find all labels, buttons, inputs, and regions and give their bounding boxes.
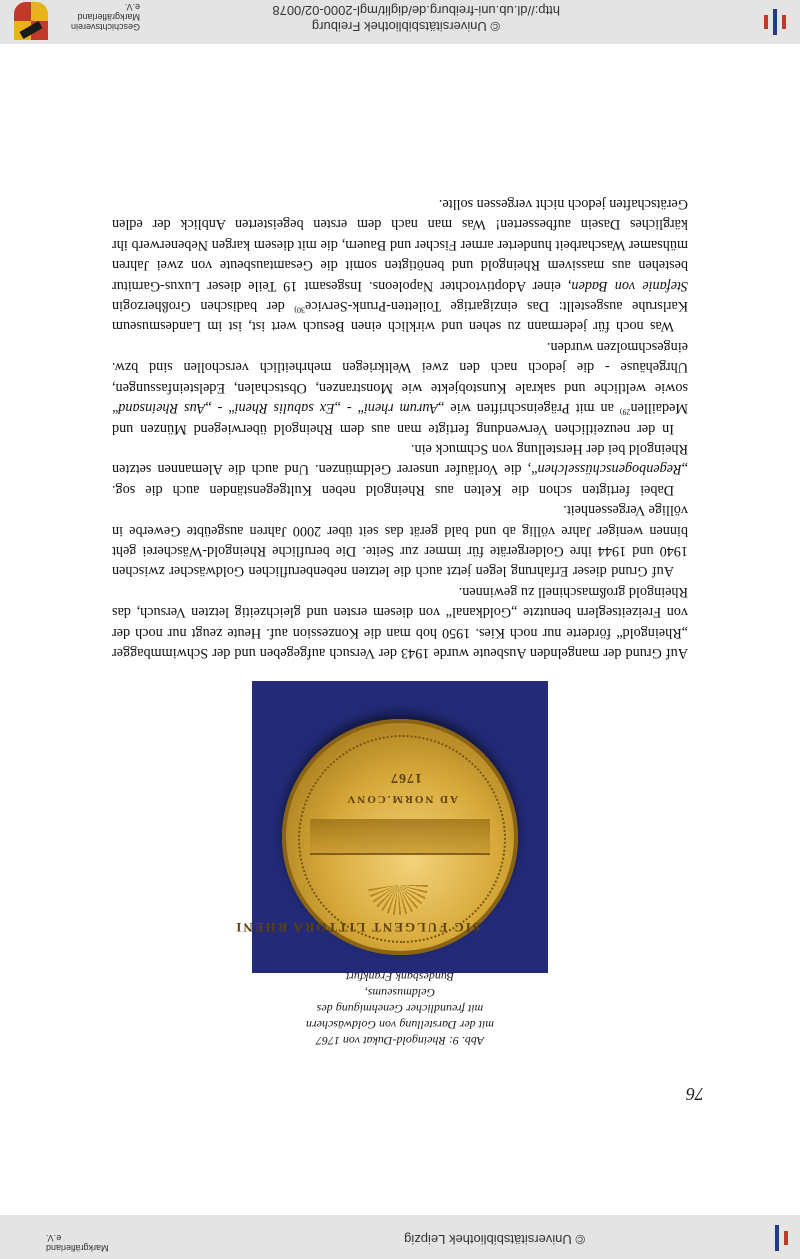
caption-line: mit freundlicher Genehmigung des Geldmuseums, xyxy=(316,986,484,1016)
header-url[interactable]: http://dl.ub.uni-freiburg.de/diglit/mgl-2000-02/0078 xyxy=(272,3,560,18)
coin-subtitle: AD NORM.CONV xyxy=(345,793,458,805)
viewer-footer-bar xyxy=(0,1215,800,1259)
coin-landscape xyxy=(310,819,490,855)
caption-line: Bundesbank Frankfurt xyxy=(345,970,455,984)
caption-line: Abb. 9: Rheingold-Dukat von 1767 xyxy=(315,1034,485,1048)
caption-line: mit der Darstellung von Goldwäschern xyxy=(306,1018,494,1032)
coin-legend: SIC FULGENT LITTORA RHENI xyxy=(234,920,480,935)
paragraph-goldwaescher: Auf Grund dieser Erfahrung legen jetzt auch die letzten nebenberuflichen Goldwäscher zwischen 1940 und 1944 ihre Goldergeräte für immer zur Seite. Die berufliche Rheingold-Wäscherei geht binnen weniger Jahre völlig ab und bald gerät das seit über 2000 Jahren ausgeübte Gewerbe in völlige Vergessenheit. xyxy=(112,502,688,580)
article-body xyxy=(112,194,688,663)
paragraph-muenzen: In der neuzeitlichen Verwendung fertigte man aus dem Rheingold überwiegend Münzen und Medaillen$^{29)}$ an mit Prägeinschriften wie „Aurum rheni“ - „Ex sabulis Rheni“ - „Aus Rheinsand“ sowie weltliche und sakrale Kunstobjekte wie Monstranzen, Obstschalen, Edelsteinfassungen, Uhrgehäuse - die jedoch nach den zwei Weltkriegen mehrheitlich verschollen sind bzw. eingeschmolzen wurden. xyxy=(112,338,688,437)
coin-year: 1767 xyxy=(390,770,422,785)
viewer-header-bar xyxy=(0,0,800,44)
footer-association: Markgräflerland e.V. xyxy=(46,1233,109,1253)
rheingold-ducat-image xyxy=(234,719,518,955)
association-crest-icon xyxy=(14,2,48,40)
ub-logo-icon xyxy=(760,7,790,37)
header-association: Geschichtsverein Markgräflerland e.V. xyxy=(70,2,140,32)
paragraph-kelten: Dabei fertigten schon die Kelten aus Rheingold neben Kultgegenständen auch die sog. „Regenbogenschüsselchen“, die Vorläufer unserer Geldmünzen. Und auch die Alemannen setzten Rheingold bei der Herstellung von Schmuck ein. xyxy=(112,440,688,498)
ub-logo-icon xyxy=(762,1223,792,1253)
paragraph-karlsruhe: Was noch für jedermann zu sehen und wirklich einen Besuch wert ist, ist im Landesmuseum Karlsruhe ausgestellt: Das einzigartige Toiletten-Prunk-Service$^{30)}$ der badischen Großherzogin Stefanie von Baden, einer Adoptivtochter Napoleons. Insgesamt 19 Teile dieser Luxus-Garnitur bestehen aus massivem Rheingold und benötigten somit die Gesamtausbeute von zwei Jahren mühsamer Wascharbeit hunderter armer Fischer und Bauern, die mit diesem kargen Nebenerwerb ihr kärgliches Dasein aufbesserten! Was man nach dem ersten begeisterten Anblick der edlen Gerätschaften jedoch nicht vergessen sollte. xyxy=(112,196,688,335)
coin-photo xyxy=(234,681,548,973)
footer-copyright: © Universitätsbibliothek Leipzig xyxy=(404,1232,585,1247)
paragraph-goldkanal: Auf Grund der mangelnden Ausbeute wurde 1943 der Versuch aufgegeben und der Schwimmbagger „Rheingold“ förderte nur noch Kies. 1950 hob man die Konzession auf. Heute zeugt nur noch der von Freizeitseglern benutzte „Goldkanal“ von diesem ersten und gleichzeitig letzten Versuch, das Rheingold großmaschinell zu gewinnen. xyxy=(112,583,688,661)
page-number: 76 xyxy=(686,1084,704,1104)
header-copyright: © Universitätsbibliothek Freiburg xyxy=(311,19,500,34)
figure-caption xyxy=(290,969,510,1049)
